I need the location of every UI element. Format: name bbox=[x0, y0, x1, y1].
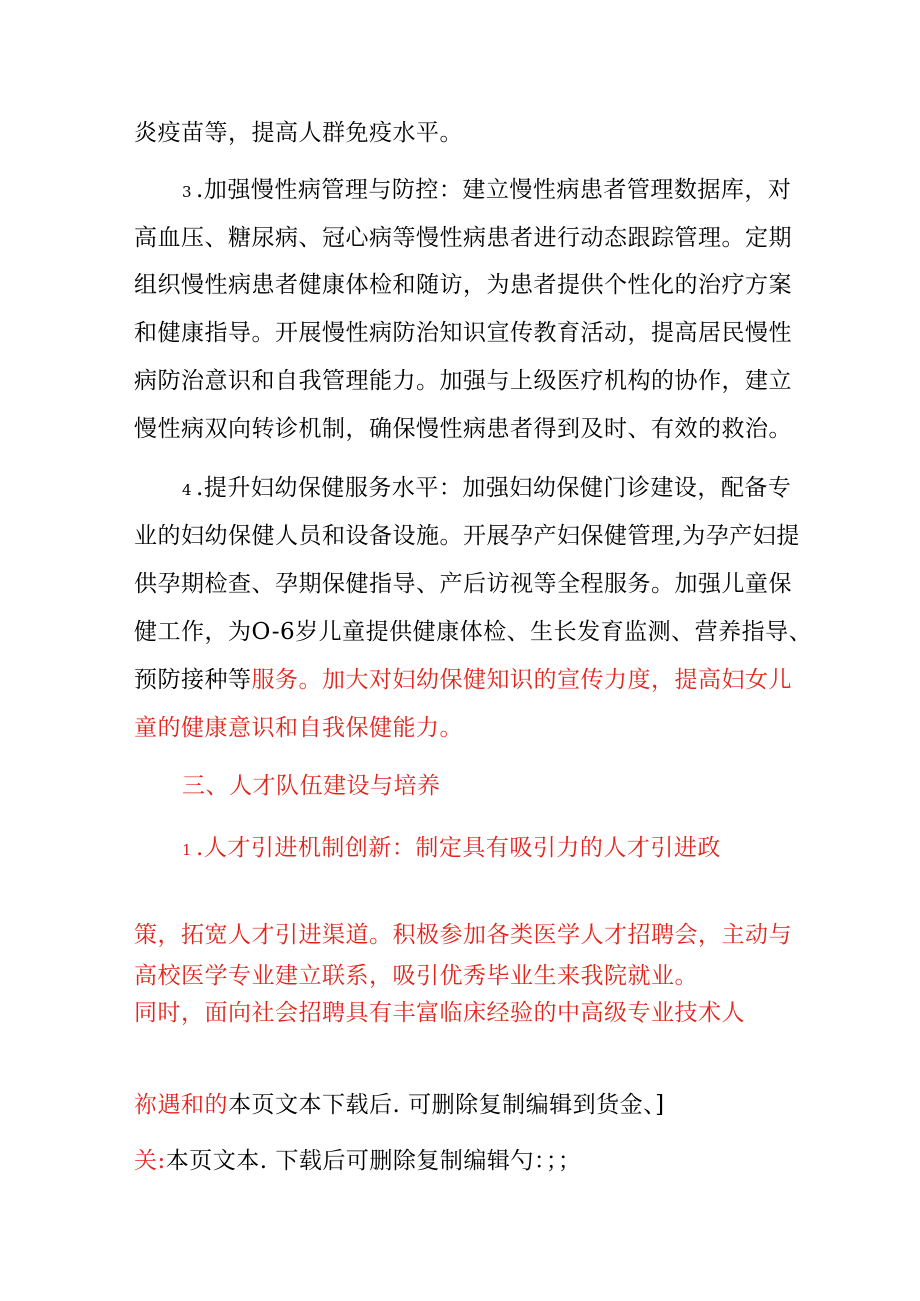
paragraph-line bbox=[134, 363, 814, 399]
paragraph-line bbox=[134, 315, 814, 351]
line-text-red: 童的健康意识和自我保健能力。 bbox=[134, 715, 463, 741]
section-title: 三、人才队伍建设与培养 bbox=[182, 773, 441, 799]
paragraph-line bbox=[134, 115, 814, 151]
line-text-red: 同时，面向社会招聘具有丰富临床经验的中高级专业技术人 bbox=[134, 1000, 745, 1026]
watermark-line bbox=[134, 1087, 814, 1123]
list-item-heading bbox=[182, 830, 862, 868]
line-text-black: 本页文本下载后. 可删除复制编辑到货金、] bbox=[228, 1092, 665, 1118]
line-text: 供孕期检查、孕期保健指导、产后访视等全程服务。加强儿童保 bbox=[134, 571, 792, 597]
paragraph-line bbox=[134, 267, 814, 303]
line-text: 组织慢性病患者健康体检和随访，为患者提供个性化的治疗方案 bbox=[134, 272, 792, 298]
paragraph-line bbox=[134, 614, 814, 650]
paragraph-line bbox=[134, 518, 814, 554]
line-text: 高血压、糖尿病、冠心病等慢性病患者进行动态跟踪管理。定期 bbox=[134, 225, 792, 251]
line-text: .加强慢性病管理与防控：建立慢性病患者管理数据库，对 bbox=[196, 177, 792, 203]
line-text: 慢性病双向转诊机制，确保慢性病患者得到及时、有效的救治。 bbox=[134, 416, 792, 442]
paragraph-line bbox=[134, 958, 814, 994]
line-text: 和健康指导。开展慢性病防治知识宣传教育活动，提高居民慢性 bbox=[134, 320, 792, 346]
line-text-red: 祢遇和的 bbox=[134, 1092, 228, 1118]
line-text: 业的妇幼保健人员和设备设施。开展孕产妇保健管理,为孕产妇提 bbox=[134, 523, 800, 549]
list-number: 1 bbox=[182, 841, 193, 859]
line-text: 病防治意识和自我管理能力。加强与上级医疗机构的协作，建立 bbox=[134, 368, 792, 394]
line-text-red: 策，拓宽人才引进渠道。积极参加各类医学人才招聘会，主动与 bbox=[134, 922, 792, 948]
line-text-black: 本页文本. 下载后可删除复制编辑勺：；； bbox=[165, 1148, 582, 1174]
line-text-red: 关: bbox=[134, 1148, 166, 1174]
section-heading bbox=[182, 768, 862, 804]
line-text-black: 预防接种等 bbox=[134, 667, 252, 693]
list-item-heading bbox=[182, 172, 862, 210]
list-number: 4 bbox=[182, 481, 193, 499]
list-item-heading bbox=[182, 470, 862, 508]
line-text: .提升妇幼保健服务水平：加强妇幼保健门诊建设，配备专 bbox=[196, 475, 792, 501]
line-text-red: .人才引进机制创新：制定具有吸引力的人才引进政 bbox=[196, 835, 721, 861]
line-text: 炎疫苗等，提高人群免疫水平。 bbox=[134, 120, 463, 146]
paragraph-line bbox=[134, 220, 814, 256]
paragraph-line bbox=[134, 662, 814, 698]
paragraph-line bbox=[134, 995, 814, 1031]
line-text: 健工作，为O-6岁儿童提供健康体检、生长发育监测、营养指导、 bbox=[134, 619, 813, 645]
line-text-red: 高校医学专业建立联系，吸引优秀毕业生来我院就业。 bbox=[134, 963, 698, 989]
paragraph-line bbox=[134, 710, 814, 746]
paragraph-line bbox=[134, 917, 814, 953]
list-number: 3 bbox=[182, 183, 193, 201]
paragraph-line bbox=[134, 566, 814, 602]
watermark-line bbox=[134, 1143, 814, 1179]
line-text-red: 服务。加大对妇幼保健知识的宣传力度，提高妇女儿 bbox=[251, 667, 792, 693]
paragraph-line bbox=[134, 411, 814, 447]
